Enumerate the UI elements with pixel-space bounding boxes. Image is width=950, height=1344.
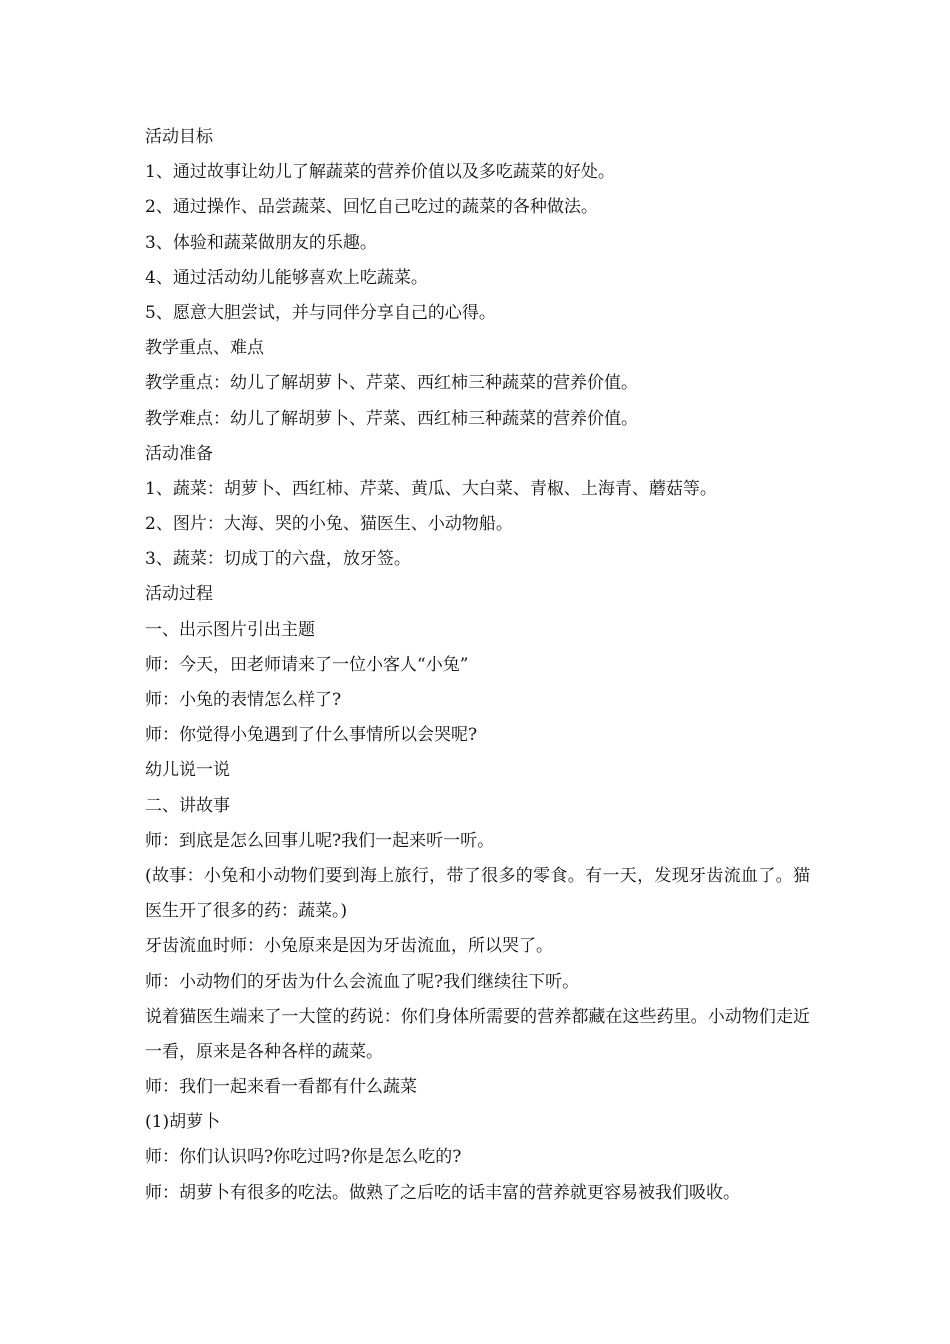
dialogue-line: 师：你们认识吗?你吃过吗?你是怎么吃的?	[145, 1147, 462, 1168]
key-point: 教学重点：幼儿了解胡萝卜、芹菜、西红柿三种蔬菜的营养价值。	[145, 373, 638, 394]
vegetable-subheading: (1)胡萝卜	[145, 1112, 221, 1133]
dialogue-line: 师：你觉得小兔遇到了什么事情所以会哭呢?	[145, 725, 478, 746]
dialogue-line: 师：我们一起来看一看都有什么蔬菜	[145, 1077, 417, 1098]
goal-item-4: 4、通过活动幼儿能够喜欢上吃蔬菜。	[145, 267, 428, 288]
story-paragraph: (故事：小兔和小动物们要到海上旅行，带了很多的零食。有一天，发现牙齿流血了。猫医生开了很多的药：蔬菜。)	[145, 865, 810, 922]
goal-item-5: 5、愿意大胆尝试，并与同伴分享自己的心得。	[145, 302, 496, 323]
goal-item-3: 3、体验和蔬菜做朋友的乐趣。	[145, 232, 377, 253]
prep-item-3: 3、蔬菜：切成丁的六盘，放牙签。	[145, 549, 411, 570]
goal-item-2: 2、通过操作、品尝蔬菜、回忆自己吃过的蔬菜的各种做法。	[145, 197, 598, 218]
heading-key-points: 教学重点、难点	[145, 338, 264, 359]
goal-item-1: 1、通过故事让幼儿了解蔬菜的营养价值以及多吃蔬菜的好处。	[145, 162, 615, 183]
document-page	[145, 120, 810, 1211]
dialogue-line: 幼儿说一说	[145, 760, 230, 781]
prep-item-2: 2、图片：大海、哭的小兔、猫医生、小动物船。	[145, 514, 513, 535]
difficult-point: 教学难点：幼儿了解胡萝卜、芹菜、西红柿三种蔬菜的营养价值。	[145, 408, 638, 429]
dialogue-line: 师：胡萝卜有很多的吃法。做熟了之后吃的话丰富的营养就更容易被我们吸收。	[145, 1182, 740, 1203]
heading-preparation: 活动准备	[145, 443, 213, 464]
process-step-2: 二、讲故事	[145, 795, 230, 816]
heading-process: 活动过程	[145, 584, 213, 605]
dialogue-line: 师：小动物们的牙齿为什么会流血了呢?我们继续往下听。	[145, 971, 580, 992]
dialogue-line: 牙齿流血时师：小兔原来是因为牙齿流血，所以哭了。	[145, 936, 553, 957]
dialogue-line: 师：小兔的表情怎么样了?	[145, 690, 342, 710]
dialogue-line: 师：到底是怎么回事儿呢?我们一起来听一听。	[145, 830, 495, 851]
dialogue-line: 师：今天，田老师请来了一位小客人“小兔”	[145, 654, 469, 675]
story-paragraph: 说着猫医生端来了一大筐的药说：你们身体所需要的营养都藏在这些药里。小动物们走近一看，原来是各种各样的蔬菜。	[145, 1006, 810, 1062]
process-step-1: 一、出示图片引出主题	[145, 619, 315, 640]
prep-item-1: 1、蔬菜：胡萝卜、西红柿、芹菜、黄瓜、大白菜、青椒、上海青、蘑菇等。	[145, 478, 717, 499]
heading-activity-goals: 活动目标	[145, 127, 213, 147]
